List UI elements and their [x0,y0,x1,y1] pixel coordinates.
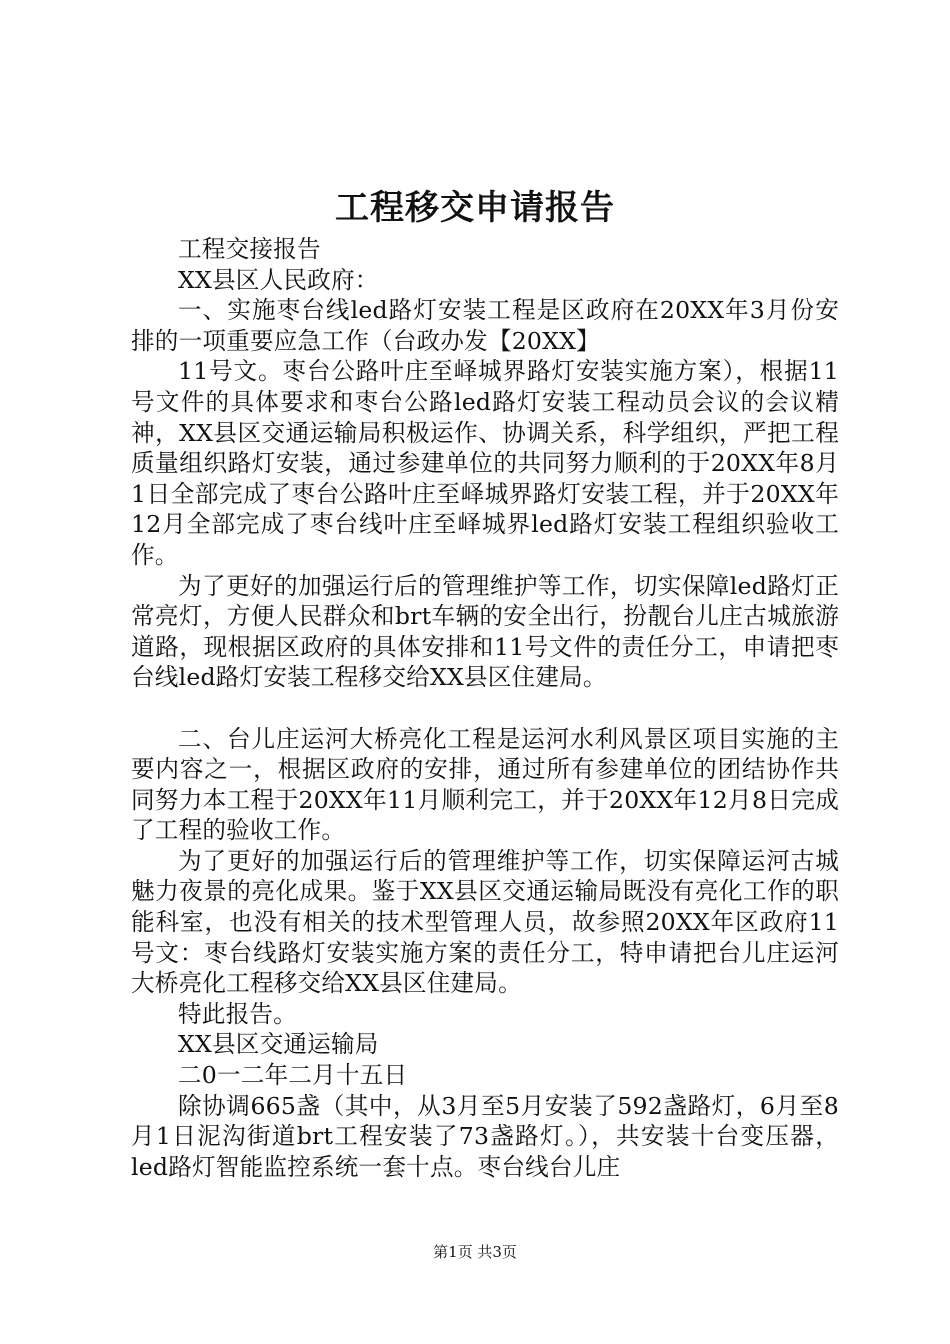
paragraph-date: 二0一二年二月十五日 [178,1061,408,1090]
paragraph-addressee: XX县区人民政府： [178,265,379,294]
paragraph-item-1-request: 为了更好的加强运行后的管理维护等工作，切实保障led路灯正常亮灯，方便人民群众和brt车辆的安全出行，扮靓台儿庄古城旅游道路，现根据区政府的具体安排和11号文件的责任分工，申请把枣台线led路灯安装工程移交给XX县区住建局。 [131,571,839,692]
paragraph-item-2-intro: 二、台儿庄运河大桥亮化工程是运河水利风景区项目实施的主要内容之一，根据区政府的安排，通过所有参建单位的团结协作共同努力本工程于20XX年11月顺利完工，并于20XX年12月8日完成了工程的验收工作。 [131,724,839,845]
paragraph-heading: 工程交接报告 [178,235,321,263]
paragraph-supplement: 除协调665盏（其中，从3月至5月安装了592盏路灯，6月至8月1日泥沟街道brt工程安装了73盏路灯。），共安装十台变压器，led路灯智能监控系统一套十点。枣台线台儿庄 [131,1091,839,1181]
paragraph-item-1-detail: 11号文。枣台公路叶庄至峄城界路灯安装实施方案），根据11号文件的具体要求和枣台公路led路灯安装工程动员会议的会议精神，XX县区交通运输局积极运作、协调关系，科学组织，严把工程质量组织路灯安装，通过参建单位的共同努力顺利的于20XX年8月1日全部完成了枣台公路叶庄至峄城界路灯安装工程，并于20XX年12月全部完成了枣台线叶庄至峄城界led路灯安装工程组织验收工作。 [131,357,839,569]
page-footer: 第1页 共3页 [433,1243,517,1261]
document-body [131,234,839,1182]
paragraph-item-1-intro: 一、实施枣台线led路灯安装工程是区政府在20XX年3月份安排的一项重要应急工作（台政办发【20XX】 [131,296,839,355]
paragraph-item-2-request: 为了更好的加强运行后的管理维护等工作，切实保障运河古城魅力夜景的亮化成果。鉴于XX县区交通运输局既没有亮化工作的职能科室，也没有相关的技术型管理人员，故参照20XX年区政府11号文：枣台线路灯安装实施方案的责任分工，特申请把台儿庄运河大桥亮化工程移交给XX县区住建局。 [131,846,839,998]
document-title: 工程移交申请报告 [335,188,615,228]
paragraph-closing: 特此报告。 [178,999,297,1028]
paragraph-signature: XX县区交通运输局 [178,1030,379,1059]
